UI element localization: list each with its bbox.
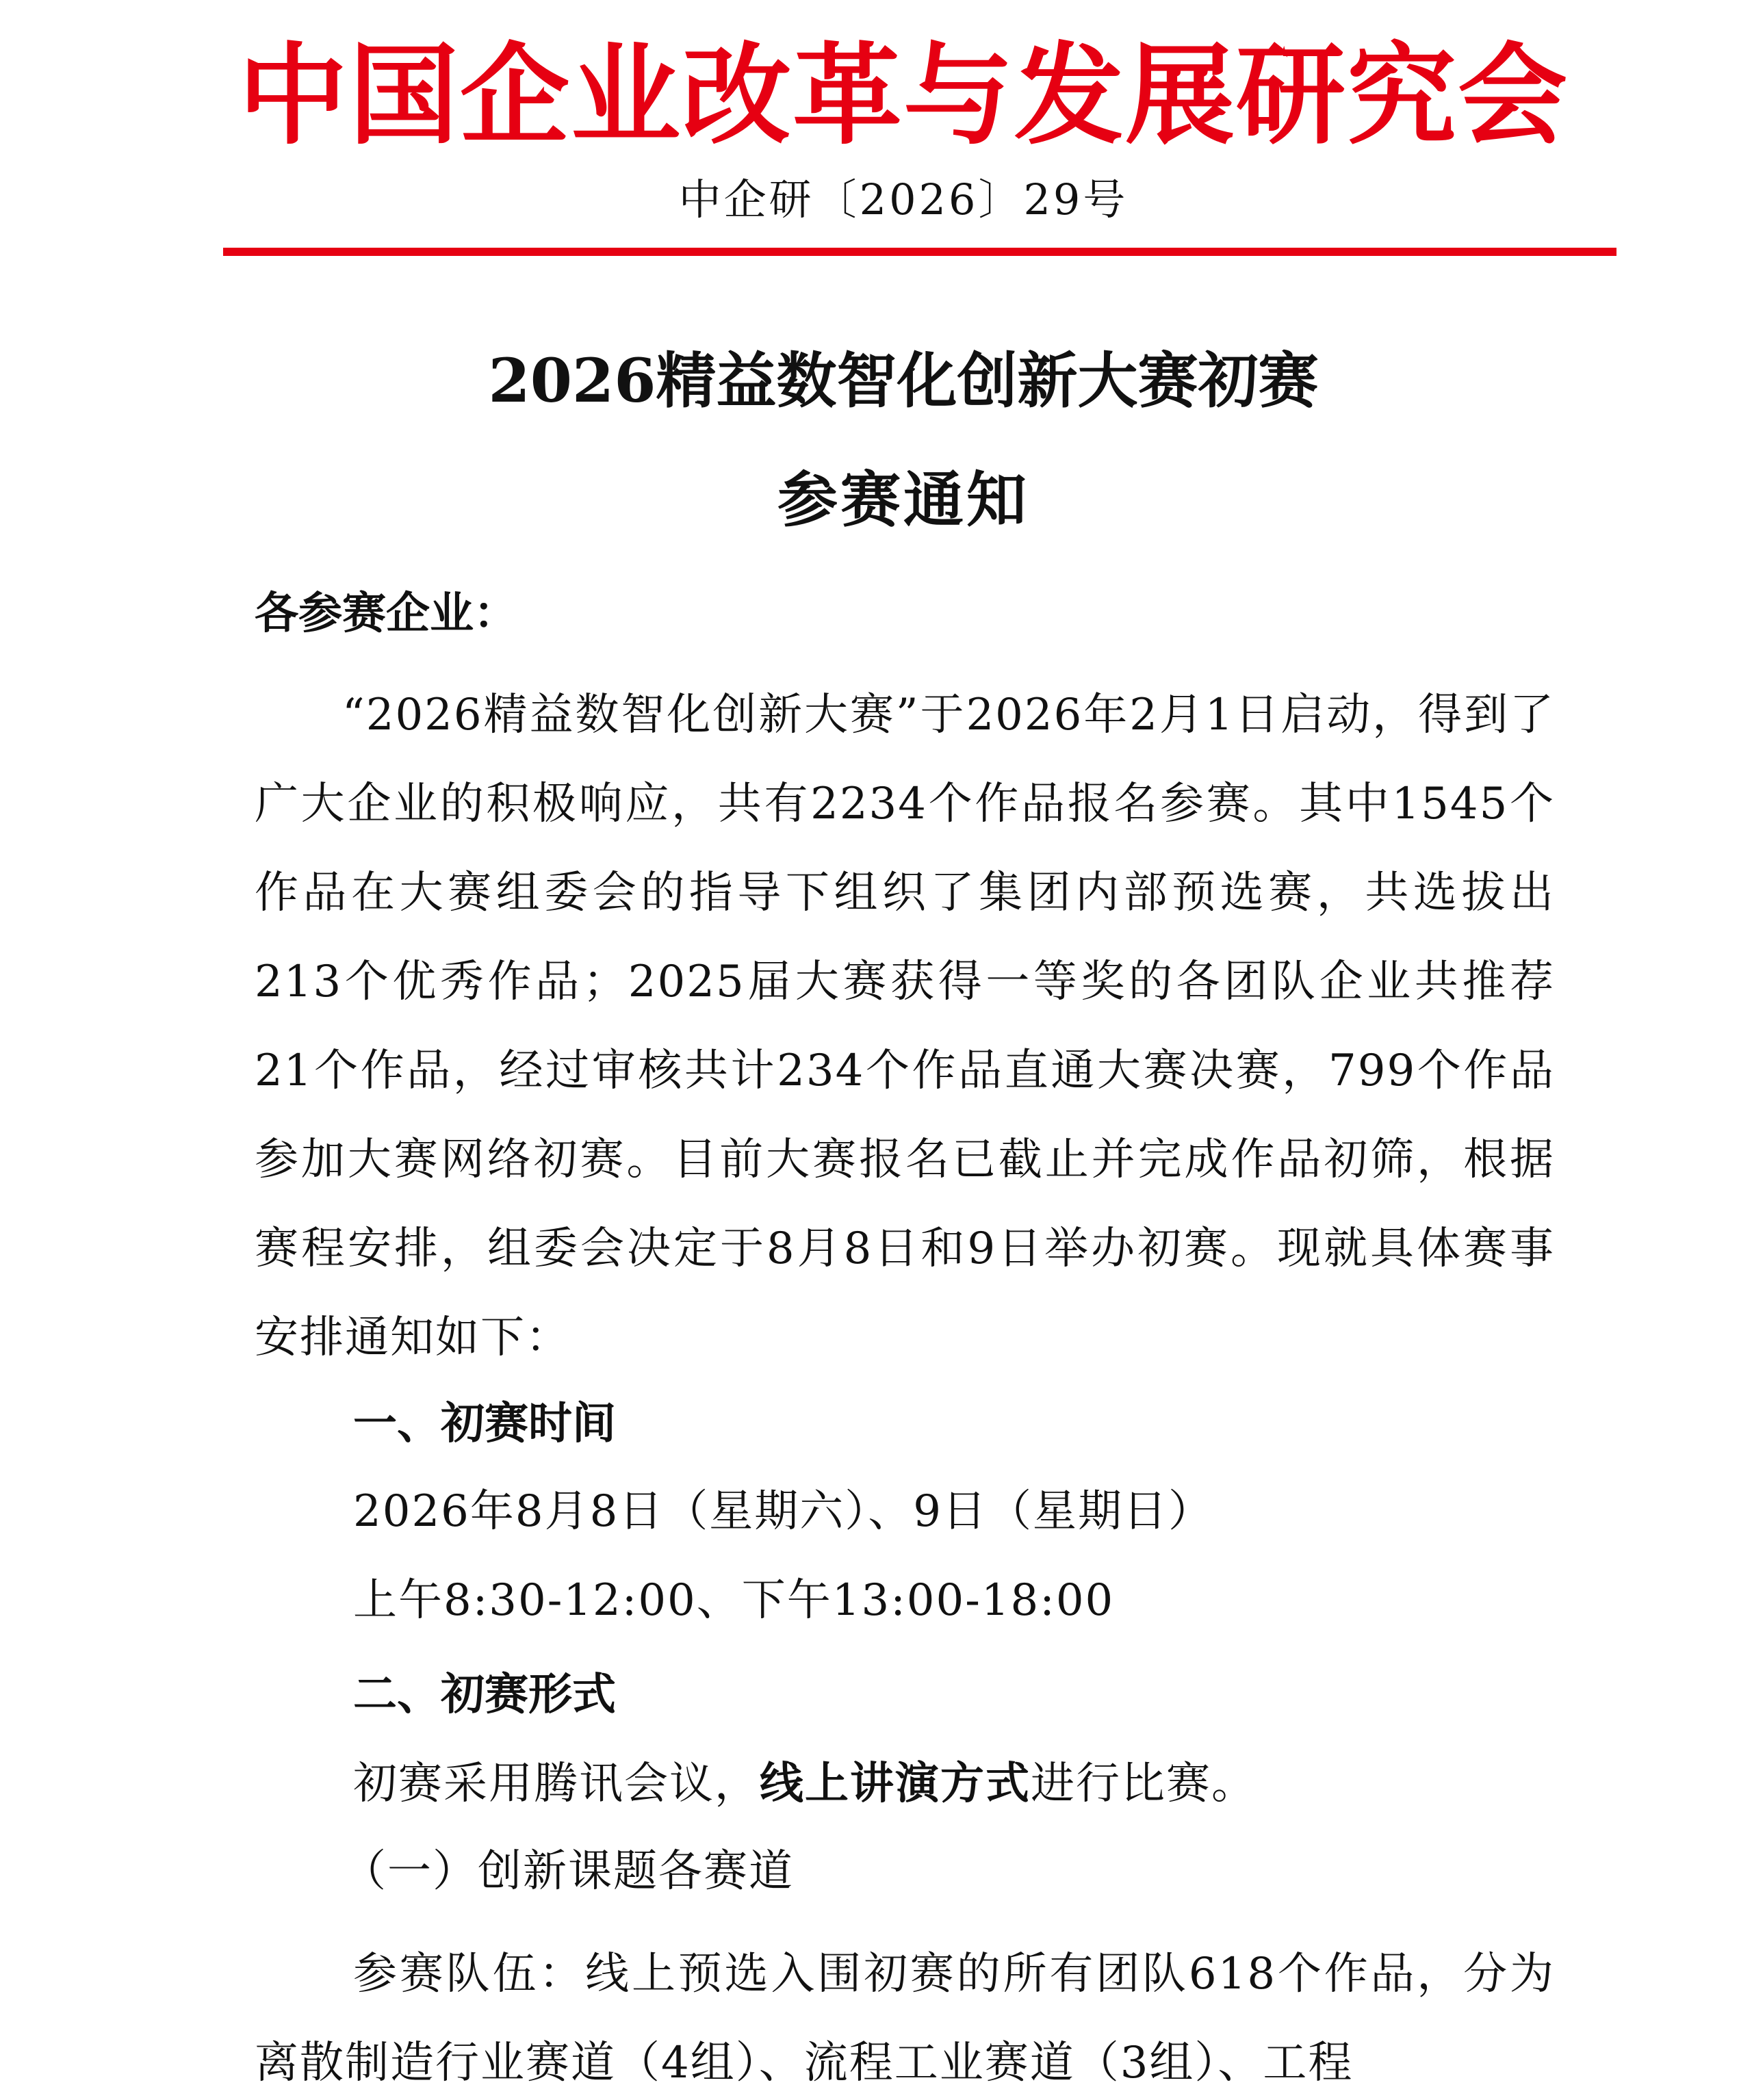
- contest-form-suffix: 进行比赛。: [1031, 1759, 1257, 1809]
- contest-date-line: 2026年8月8日（星期六）、9日（星期日）: [353, 1486, 1214, 1537]
- section-1-heading: 一、初赛时间: [353, 1399, 616, 1449]
- subsection-heading: （一）创新课题各赛道: [342, 1846, 794, 1897]
- contest-form-line: [353, 1753, 1257, 1815]
- salutation: 各参赛企业：: [255, 588, 517, 639]
- participants-paragraph: 参赛队伍：线上预选入围初赛的所有团队618个作品，分为离散制造行业赛道（4组）、流程工业赛道（3组）、工程: [255, 1949, 1555, 2088]
- section-2-heading: 二、初赛形式: [353, 1670, 616, 1720]
- org-name-header: 中国企业改革与发展研究会: [237, 31, 1569, 159]
- red-divider-line: [223, 248, 1616, 256]
- contest-form-emphasis: 线上讲演方式: [760, 1759, 1031, 1809]
- contest-form-prefix: 初赛采用腾讯会议，: [353, 1759, 760, 1809]
- contest-time-line: 上午8:30-12:00、下午13:00-18:00: [353, 1575, 1115, 1626]
- document-number: 中企研〔2026〕29号: [678, 174, 1129, 224]
- document-title-line-2: 参赛通知: [777, 464, 1029, 535]
- document-title-line-1: 2026精益数智化创新大赛初赛: [488, 345, 1319, 416]
- intro-paragraph: “2026精益数智化创新大赛”于2026年2月1日启动，得到了广大企业的积极响应，共有2234个作品报名参赛。其中1545个作品在大赛组委会的指导下组织了集团内部预选赛，共选拔出213个优秀作品；2025届大赛获得一等奖的各团队企业共推荐21个作品，经过审核共计234个作品直通大赛决赛，799个作品参加大赛网络初赛。目前大赛报名已截止并完成作品初筛，根据赛程安排，组委会决定于8月8日和9日举办初赛。现就具体赛事安排通知如下：: [255, 690, 1555, 1363]
